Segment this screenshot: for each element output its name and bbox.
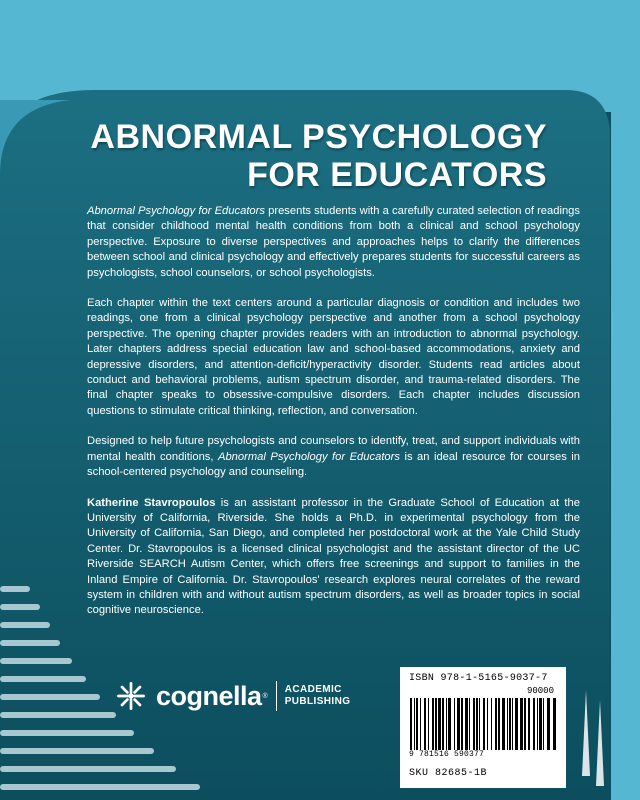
barcode-bar (539, 698, 542, 750)
barcode-bar (553, 698, 556, 750)
barcode-bar (543, 698, 544, 750)
logo-divider (276, 681, 277, 711)
barcode-bar (420, 698, 421, 750)
barcode-bar (498, 698, 500, 750)
barcode-digits: 9 781516 590377 (409, 750, 485, 759)
barcode-bar (524, 698, 526, 750)
paragraph-intro (87, 204, 580, 281)
barcode-bar (448, 698, 451, 750)
barcode-bar (428, 698, 429, 750)
barcode-bar (414, 698, 415, 750)
publisher-name: cognella (156, 680, 262, 711)
barcode-bar (495, 698, 497, 750)
author-name: Katherine Stavropoulos (87, 496, 216, 509)
barcode-bar (487, 698, 488, 750)
barcode-label (400, 667, 566, 788)
back-cover-description (87, 204, 580, 634)
barcode-bar (446, 698, 447, 750)
publisher-division (285, 684, 351, 708)
book-title-italic: Abnormal Psychology for Educators (218, 450, 400, 463)
trademark: ® (262, 692, 268, 700)
sku-number: SKU 82685-1B (409, 768, 488, 779)
paragraph-purpose (87, 434, 580, 480)
publisher-logo (112, 678, 350, 714)
barcode-bar (438, 698, 441, 750)
barcode-bar (509, 698, 511, 750)
book-title-italic: Abnormal Psychology for Educators (87, 205, 265, 217)
barcode-bar (416, 698, 418, 750)
barcode-bar (528, 698, 530, 750)
title-line-2: FOR EDUCATORS (247, 156, 547, 194)
isbn-number: ISBN 978-1-5165-9037-7 (409, 673, 548, 684)
barcode-bar (515, 698, 518, 750)
publisher-division-line1: ACADEMIC (284, 684, 342, 695)
barcode-bar (457, 698, 460, 750)
paragraph-purpose-text: Designed to help future psychologists and counselors to identify, treat, and support individuals with mental health conditions, (87, 435, 580, 463)
barcode-bar (442, 698, 444, 750)
barcode-bar (476, 698, 478, 750)
right-edge-band (611, 0, 640, 800)
cognella-flower-icon (112, 678, 150, 714)
barcode-bar (432, 698, 434, 750)
barcode-bar (547, 698, 550, 750)
barcode-bar (410, 698, 412, 750)
barcode-bar (424, 698, 426, 750)
paragraph-chapters: Each chapter within the text centers around a particular diagnosis or condition and includes two readings, one from a clinical psychology perspective and another from a school psychology perspective. The opening chapter provides readers with an introduction to abnormal psychology. Later chapters address special education law and school-based accommodations, anxiety and depressive disorders, and attention-deficit/hyperactivity disorder. Students read articles about conduct and behavioral problems, autism spectrum disorder, and trauma-related disorders. The final chapter speaks to obsessive-compulsive disorders. Each chapter includes discussion questions to stimulate critical thinking, reflection, and conversation. (87, 297, 580, 417)
barcode-bar (465, 698, 468, 750)
barcode-bar (507, 698, 508, 750)
barcode-bar (469, 698, 470, 750)
paragraph-purpose-end: is an ideal resource for courses in school-centered psychology and counseling. (87, 450, 580, 479)
publisher-division-line2: PUBLISHING (284, 696, 351, 707)
barcode-bar (512, 698, 513, 750)
title-line-1: ABNORMAL PSYCHOLOGY (90, 118, 547, 156)
barcode-bar (502, 698, 505, 750)
barcode-bar (479, 698, 480, 750)
barcode-bar (473, 698, 475, 750)
barcode-bar (483, 698, 485, 750)
author-bio-text: is an assistant professor in the Graduate School of Education at the University of California, Riverside. She holds a Ph.D. in experimental psychology from the University of California, San Diego, and completed her postdoctoral work at the Yale Child Study Center. Dr. Stavropoulos is a licensed clinical psychologist and the assistant director of the UC Riverside SEARCH Autism Center, which offers free screenings and support to families in the Inland Empire of California. Dr. Stavropoulos' research explores neural correlates of the reward system in children with and without autism spectrum disorders, as well as broader topics in social cognitive neuroscience. (87, 496, 580, 617)
barcode-image (410, 698, 556, 750)
book-title (60, 118, 547, 194)
barcode-bar (520, 698, 523, 750)
price-code: 90000 (526, 686, 554, 696)
barcode-bar (435, 698, 437, 750)
barcode-bar (537, 698, 538, 750)
barcode-bar (454, 698, 455, 750)
paragraph-author-bio (87, 496, 580, 619)
barcode-bar (491, 698, 492, 750)
barcode-bar (461, 698, 463, 750)
barcode-bar (533, 698, 535, 750)
paragraph-intro-text: presents students with a carefully curated selection of readings that consider childhood mental health conditions from both a clinical and school psychology perspective. Exposure to diverse perspectives and approaches helps to clarify the differences between school and clinical psychology and effectively prepares students for successful careers as psychologists, school counselors, or school psychologists. (87, 205, 580, 279)
